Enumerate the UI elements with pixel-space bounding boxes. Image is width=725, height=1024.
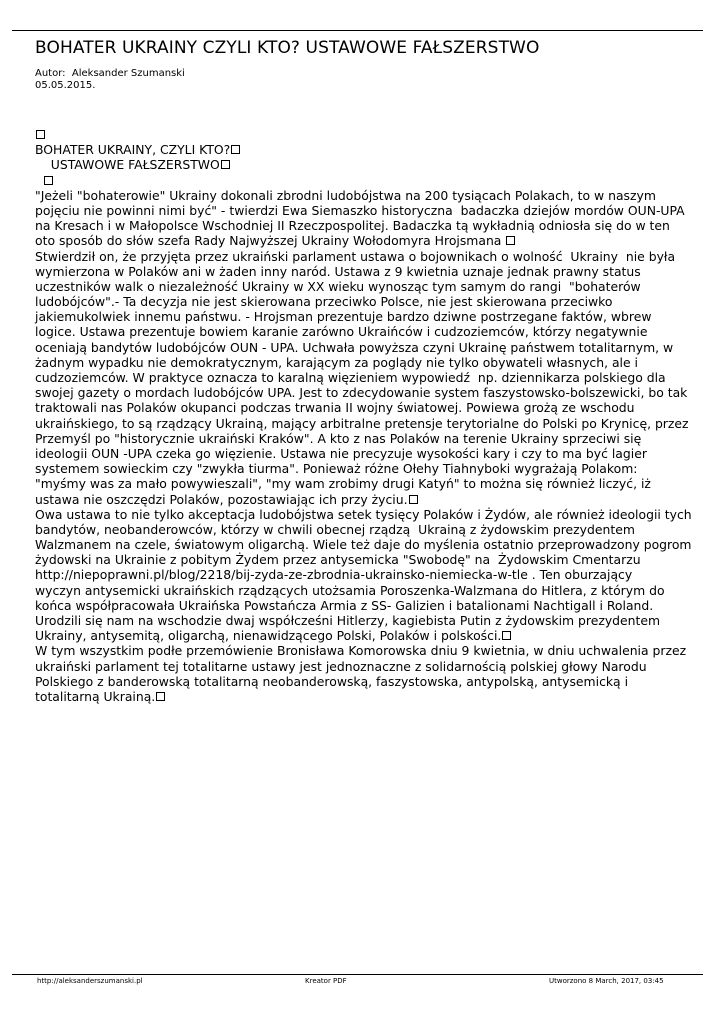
date-line: 05.05.2015. [35,80,96,91]
article-meta [35,68,185,92]
body-line: "myśmy was za mało powywieszali", "my wam zrobimy drugi Katyń" to można się również liczyć, iż [35,476,651,492]
body-line: ukraiński parlament tej totalitarne ustawy jest jednoznaczne z solidarnością polskiej głowy Narodu [35,658,647,674]
body-line: żadnym wypadku nie demokratycznym, karającym za poglądy nie tylko obywateli własnych, ale i [35,354,639,370]
body-line: oceniają bandytów ludobójców OUN - UPA. Uchwała powyższa czyni Ukrainę państwem totalitarnym, w [35,339,674,355]
body-line: http://niepoprawni.pl/blog/2218/bij-zyda-ze-zbrodnia-ukrainsko-niemiecka-w-tle . Ten oburzający [35,567,633,583]
body-line: Przemyśl po "historycznie ukraiński Kraków". A kto z nas Polaków na terenie Ukrainy sprzeciwi się [35,430,642,446]
body-line: Walzmanem na czele, światowym oligarchą. Wiele też daje do myślenia ostatnio przeprowadzony pogrom [35,537,692,553]
missing-glyph-box-icon [36,130,45,139]
page-title: BOHATER UKRAINY CZYLI KTO? USTAWOWE FAŁSZERSTWO [35,38,540,58]
body-line: cudzoziemców. W praktyce oznacza to karalną więzieniem wypowiedź np. dziennikarza polskiego dla [35,370,666,385]
footer-url: http://aleksanderszumanski.pl [37,977,143,985]
body-line: oto sposób do słów szefa Rady Najwyższej Ukrainy Wołodomyra Hrojsmana [35,233,695,248]
missing-glyph-box-icon [506,236,515,245]
missing-glyph-box-icon [502,631,511,640]
missing-glyph-box-icon [44,176,53,185]
body-line: swojej gazety o mordach ludobójców UPA. Jest to zdecydowanie system faszystowsko-bolszewicki, bo tak [35,385,688,401]
body-line: W tym wszystkim podłe przemówienie Bronisława Komorowska dniu 9 kwietnia, w dniu uchwalenia przez [35,643,687,659]
body-line: BOHATER UKRAINY, CZYLI KTO? [35,142,695,157]
article-body [35,127,695,704]
body-line: wyczyn antysemicki ukraińskich rządzących utożsamia Poroszenka-Walzmana do Hitlera, z którym do [35,582,665,598]
body-line: na Kresach i w Małopolsce Wschodniej II Rzeczpospolitej. Badaczka tą wykładnią odniosła się do w ten [35,218,670,234]
body-line: systemem sowieckim czy "zwykła tiurma". Ponieważ różne Ołehy Tiahnyboki wygrażają Polakom: [35,461,638,477]
footer-generator: Kreator PDF [305,977,347,985]
body-line: logice. Ustawa prezentuje bowiem karanie zarówno Ukraińców i cudzoziemców, którzy negatywnie [35,324,648,340]
body-line [35,127,695,142]
footer-created: Utworzono 8 March, 2017, 03:45 [549,977,664,985]
body-line: żydowski na Ukrainie z pobitym Żydem przez antysemicka "Swobodę" na Żydowskim Cmentarzu [35,552,641,568]
body-line: Owa ustawa to nie tylko akceptacja ludobójstwa setek tysięcy Polaków i Żydów, ale również ideologii tych [35,506,692,522]
body-line: traktowali nas Polaków okupanci podczas trwania II wojny światowej. Powiewa grożą ze wschodu [35,400,635,416]
body-line: jakiemukolwiek innemu państwu. - Hrojsman prezentuje bardzo dziwne postrzegane faktów, wbrew [35,309,652,325]
body-line: "Jeżeli "bohaterowie" Ukrainy dokonali zbrodni ludobójstwa na 200 tysiącach Polakach, to w naszym [35,187,656,203]
bottom-divider [12,974,703,975]
missing-glyph-box-icon [221,160,230,169]
body-line: ludobójców".- Ta decyzja nie jest skierowana przeciwko Polsce, nie jest skierowana przeciwko [35,294,613,310]
body-line: bandytów, neobanderowców, którzy w chwili obecnej rządzą Ukrainą z żydowskim prezydentem [35,521,635,537]
body-line [35,173,695,188]
body-line: pojęciu nie powinni nimi być" - twierdzi Ewa Siemaszko historyczna badaczka dziejów mordów OUN-UPA [35,202,685,218]
body-line: uczestników walk o niezależność Ukrainy w XX wieku wynosząc tym samym do rangi "bohaterów [35,278,641,294]
body-line: wymierzona w Polaków ani w żaden inny naród. Ustawa z 9 kwietnia uznaje jednak prawny status [35,263,641,279]
body-line: ustawa nie oszczędzi Polaków, pozostawiając ich przy życiu. [35,492,695,507]
body-line: Urodzili się nam na wschodzie dwaj współcześni Hitlerzy, kagiebista Putin z żydowskim prezydentem [35,613,661,628]
body-line: Polskiego z banderowską totalitarną neobanderowską, faszystowska, antypolską, antysemicką i [35,673,629,689]
top-divider [12,30,703,31]
body-line: USTAWOWE FAŁSZERSTWO [35,157,695,172]
body-line: totalitarną Ukrainą. [35,689,695,704]
body-line: ukraińskiego, to są rządzący Ukrainą, mający arbitralne pretensje terytorialne do Polski po Krynicę, przez [35,415,689,431]
body-line: Ukrainy, antysemitą, oligarchą, nienawidzącego Polski, Polaków i polskości. [35,628,695,643]
missing-glyph-box-icon [231,145,240,154]
missing-glyph-box-icon [156,692,165,701]
body-line: Stwierdził on, że przyjęta przez ukraiński parlament ustawa o bojownikach o wolność Ukrainy nie była [35,248,676,264]
author-line: Autor: Aleksander Szumanski [35,68,185,79]
missing-glyph-box-icon [409,495,418,504]
body-line: końca współpracowała Ukraińska Powstańcza Armia z SS- Galizien i batalionami Nachtigall i Roland. [35,597,654,613]
body-line: ideologii OUN -UPA czeka go więzienie. Ustawa nie precyzuje wysokości kary i czy to ma być lagier [35,445,647,461]
